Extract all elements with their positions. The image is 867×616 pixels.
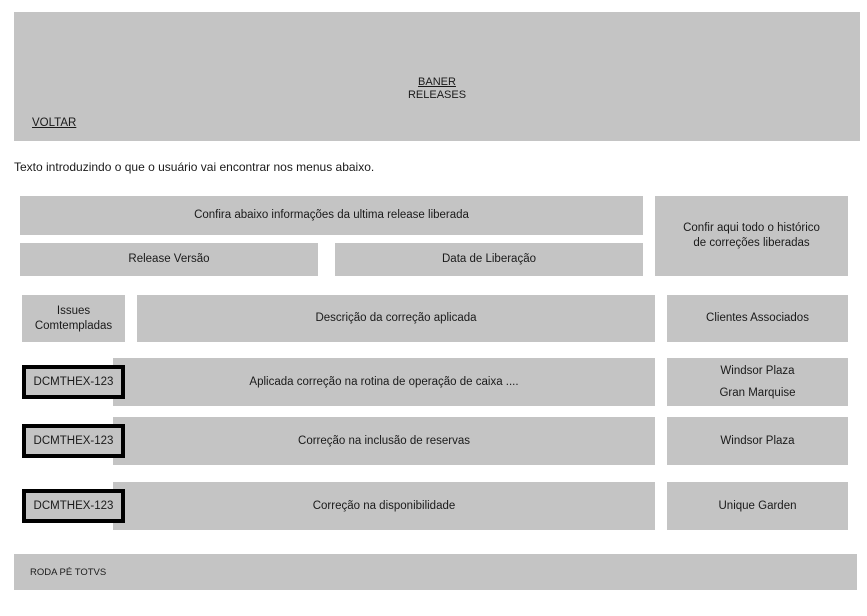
row-description: Correção na inclusão de reservas <box>113 417 655 465</box>
history-link-card[interactable]: Confir aqui todo o histórico de correções liberadas <box>655 196 848 276</box>
release-date-label: Data de Liberação <box>335 243 643 276</box>
clients-column-header: Clientes Associados <box>667 295 848 342</box>
banner-title-line1: BANER <box>418 76 456 88</box>
intro-text: Texto introduzindo o que o usuário vai encontrar nos menus abaixo. <box>14 160 375 174</box>
banner-header <box>14 12 860 141</box>
issue-badge[interactable]: DCMTHEX-123 <box>22 424 125 458</box>
issue-badge[interactable]: DCMTHEX-123 <box>22 489 125 523</box>
client-name: Windsor Plaza <box>720 434 795 447</box>
client-name: Gran Marquise <box>719 386 796 399</box>
back-link[interactable]: VOLTAR <box>32 117 77 129</box>
description-column-header: Descrição da correção aplicada <box>137 295 655 342</box>
row-clients <box>667 482 848 530</box>
client-name: Unique Garden <box>718 499 797 512</box>
row-description: Aplicada correção na rotina de operação de caixa .... <box>113 358 655 406</box>
latest-release-headline: Confira abaixo informações da ultima release liberada <box>20 196 643 235</box>
client-name: Windsor Plaza <box>720 364 795 377</box>
row-clients <box>667 417 848 465</box>
release-version-label: Release Versão <box>20 243 318 276</box>
row-description: Correção na disponibilidade <box>113 482 655 530</box>
banner-title <box>14 76 860 102</box>
row-clients <box>667 358 848 406</box>
issue-badge[interactable]: DCMTHEX-123 <box>22 365 125 399</box>
banner-title-line2: RELEASES <box>407 89 467 101</box>
page-footer: RODA PÉ TOTVS <box>14 554 857 590</box>
issues-column-header: Issues Comtempladas <box>22 295 125 342</box>
